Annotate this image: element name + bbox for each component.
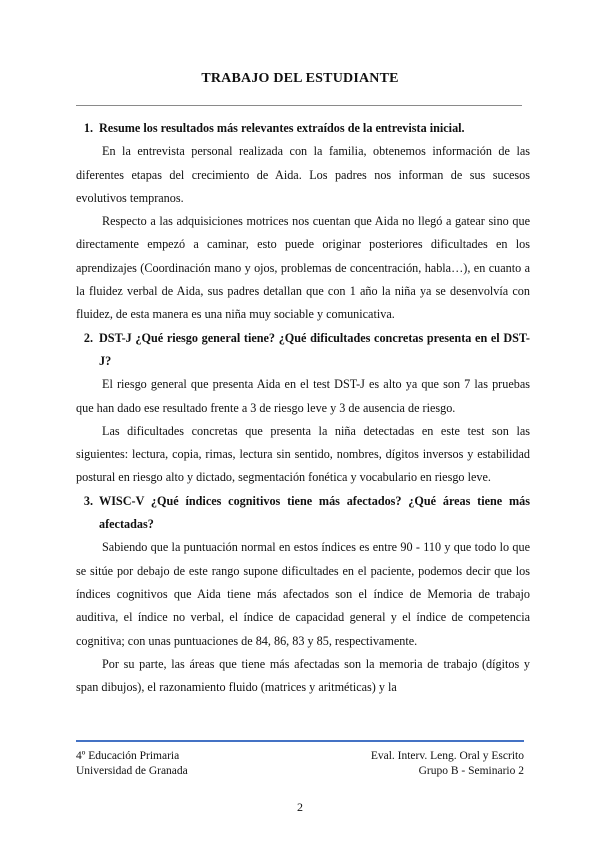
title-divider — [76, 105, 522, 106]
footer-divider — [76, 740, 524, 742]
page-number: 2 — [297, 800, 303, 814]
paragraph: El riesgo general que presenta Aida en el test DST-J es alto ya que son 7 las pruebas que han dado ese resultado frente a 3 de riesgo leve y 3 de ausencia de riesgo. — [76, 377, 530, 415]
paragraph: Respecto a las adquisiciones motrices nos cuentan que Aida no llegó a gatear sino que directamente empezó a caminar, esto puede originar posteriores dificultades en los aprendizajes (Coordinación mano y ojos, problemas de concentración, habla…), en cuanto a la fluidez verbal de Aida, sus padres detallan que con 1 año la niña ya se desenvolvía con fluidez, de esta manera es una niña muy sociable y comunicativa. — [76, 214, 530, 322]
question-text: WISC-V ¿Qué índices cognitivos tiene más afectados? ¿Qué áreas tiene más afectadas? — [99, 493, 530, 532]
question-number: 1. — [83, 121, 93, 135]
footer-subject: Eval. Interv. Leng. Oral y Escrito — [370, 750, 524, 762]
page-title: TRABAJO DEL ESTUDIANTE — [201, 71, 399, 86]
paragraph: Las dificultades concretas que presenta la niña detectadas en este test son las siguientes: lectura, copia, rimas, lectura sin sentido, nombres, dígitos inversos y estabilidad postural en riesgo alto y dictado, segmentación fonética y vocabulario en riesgo leve. — [76, 423, 530, 485]
footer-left — [76, 749, 188, 779]
question-text: Resume los resultados más relevantes extraídos de la entrevista inicial. — [99, 121, 465, 135]
question-2 — [76, 327, 530, 374]
footer-course: 4º Educación Primaria — [76, 750, 180, 762]
question-number: 2. — [83, 330, 93, 345]
footer-right — [371, 749, 524, 779]
paragraph: Por su parte, las áreas que tiene más afectadas son la memoria de trabajo (dígitos y span dibujos), el razonamiento fluido (matrices y aritméticas) y la — [76, 656, 530, 695]
question-3 — [76, 490, 530, 537]
paragraph: Sabiendo que la puntuación normal en estos índices es entre 90 - 110 y que todo lo que se sitúe por debajo de este rango supone dificultades en el paciente, podemos decir que los índices cognitivos que Aida tiene más afectados son el índice de Memoria de trabajo auditiva, el índice no verbal, el índice de capacidad general y el índice de competencia cognitiva; con unas puntuaciones de 84, 86, 83 y 85, respectivamente. — [76, 540, 530, 648]
question-text: DST-J ¿Qué riesgo general tiene? ¿Qué dificultades concretas presenta en el DST-J? — [99, 330, 530, 368]
paragraph: En la entrevista personal realizada con la familia, obtenemos información de las diferentes etapas del crecimiento de Aida. Los padres nos informan de sus sucesos evolutivos tempranos. — [76, 144, 530, 205]
question-1 — [76, 117, 530, 140]
document-body — [76, 117, 530, 699]
question-number: 3. — [83, 493, 93, 508]
footer-university: Universidad de Granada — [76, 765, 188, 777]
footer-group: Grupo B - Seminario 2 — [418, 765, 524, 777]
